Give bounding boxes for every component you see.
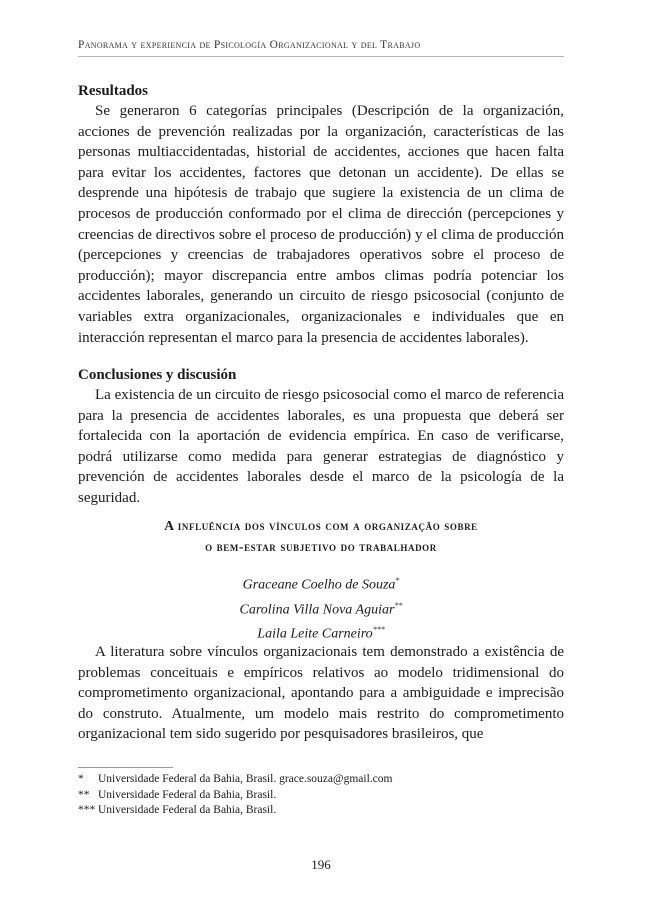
footnote-1: * Universidade Federal da Bahia, Brasil. grace.souza@gmail.com: [78, 773, 393, 785]
section-heading-resultados: Resultados: [78, 83, 149, 99]
footnotes: [78, 772, 564, 819]
paragraph-conclusiones: La existencia de un circuito de riesgo psicosocial como el marco de referencia para la presencia de accidentes laborales, es una propuesta que deberá ser fortalecida con la aportación de evidencia empírica. En caso de verificarse, podrá utilizarse como medida para generar estrategias de diagnóstico y prevención de accidentes laborales desde el marco de la psicología de la seguridad.: [78, 387, 564, 506]
paragraph-intro: A literatura sobre vínculos organizacionais tem demonstrado a existência de problemas conceituais e empíricos relativos ao modelo tridimensional do comprometimento organizacional, apontando para a ambiguidade e imprecisão do construto. Atualmente, um modelo mais restrito do comprometimento organizacional tem sido sugerido por pesquisadores brasileiros, que: [78, 644, 564, 743]
running-header: Panorama y experiencia de Psicología Organizacional y del Trabajo: [78, 39, 421, 51]
footnote-3: *** Universidade Federal da Bahia, Brasil.: [78, 804, 277, 816]
author-list: [78, 571, 564, 645]
paragraph-resultados: Se generaron 6 categorías principales (Descripción de la organización, acciones de prevención realizadas por la organización, características de las personas multiaccidentadas, historial de accidentes, acciones que hacen falta para evitar los accidentes, factores que detonan un accidente). De ellas se desprende una hipótesis de trabajo que sugiere la existencia de un clima de procesos de producción conformado por el clima de dirección (percepciones y creencias de directivos sobre el proceso de producción) y el clima de producción (percepciones y creencias de trabajadores operativos sobre el proceso de producción); mayor discrepancia entre ambos climas podría potenciar los accidentes laborales, generando un circuito de riesgo psicosocial (conjunto de variables extra organizacionales, organizacionales e individuales que en interacción representan el marco para la presencia de accidentes laborales).: [78, 103, 564, 346]
header-rule: [78, 56, 564, 57]
author-2: Carolina Villa Nova Aguiar**: [239, 600, 403, 618]
article-title-line-2: o bem-estar subjetivo do trabalhador: [205, 539, 437, 554]
article-title: [78, 515, 564, 557]
footnote-rule: [78, 767, 173, 768]
article-title-line-1: A influência dos vínculos com a organização sobre: [164, 518, 478, 533]
section-heading-conclusiones: Conclusiones y discusión: [78, 367, 237, 383]
author-1: Graceane Coelho de Souza*: [242, 576, 400, 593]
page-number: 196: [311, 857, 331, 872]
footnote-2: ** Universidade Federal da Bahia, Brasil.: [78, 788, 277, 801]
author-3: Laila Leite Carneiro***: [257, 625, 385, 642]
